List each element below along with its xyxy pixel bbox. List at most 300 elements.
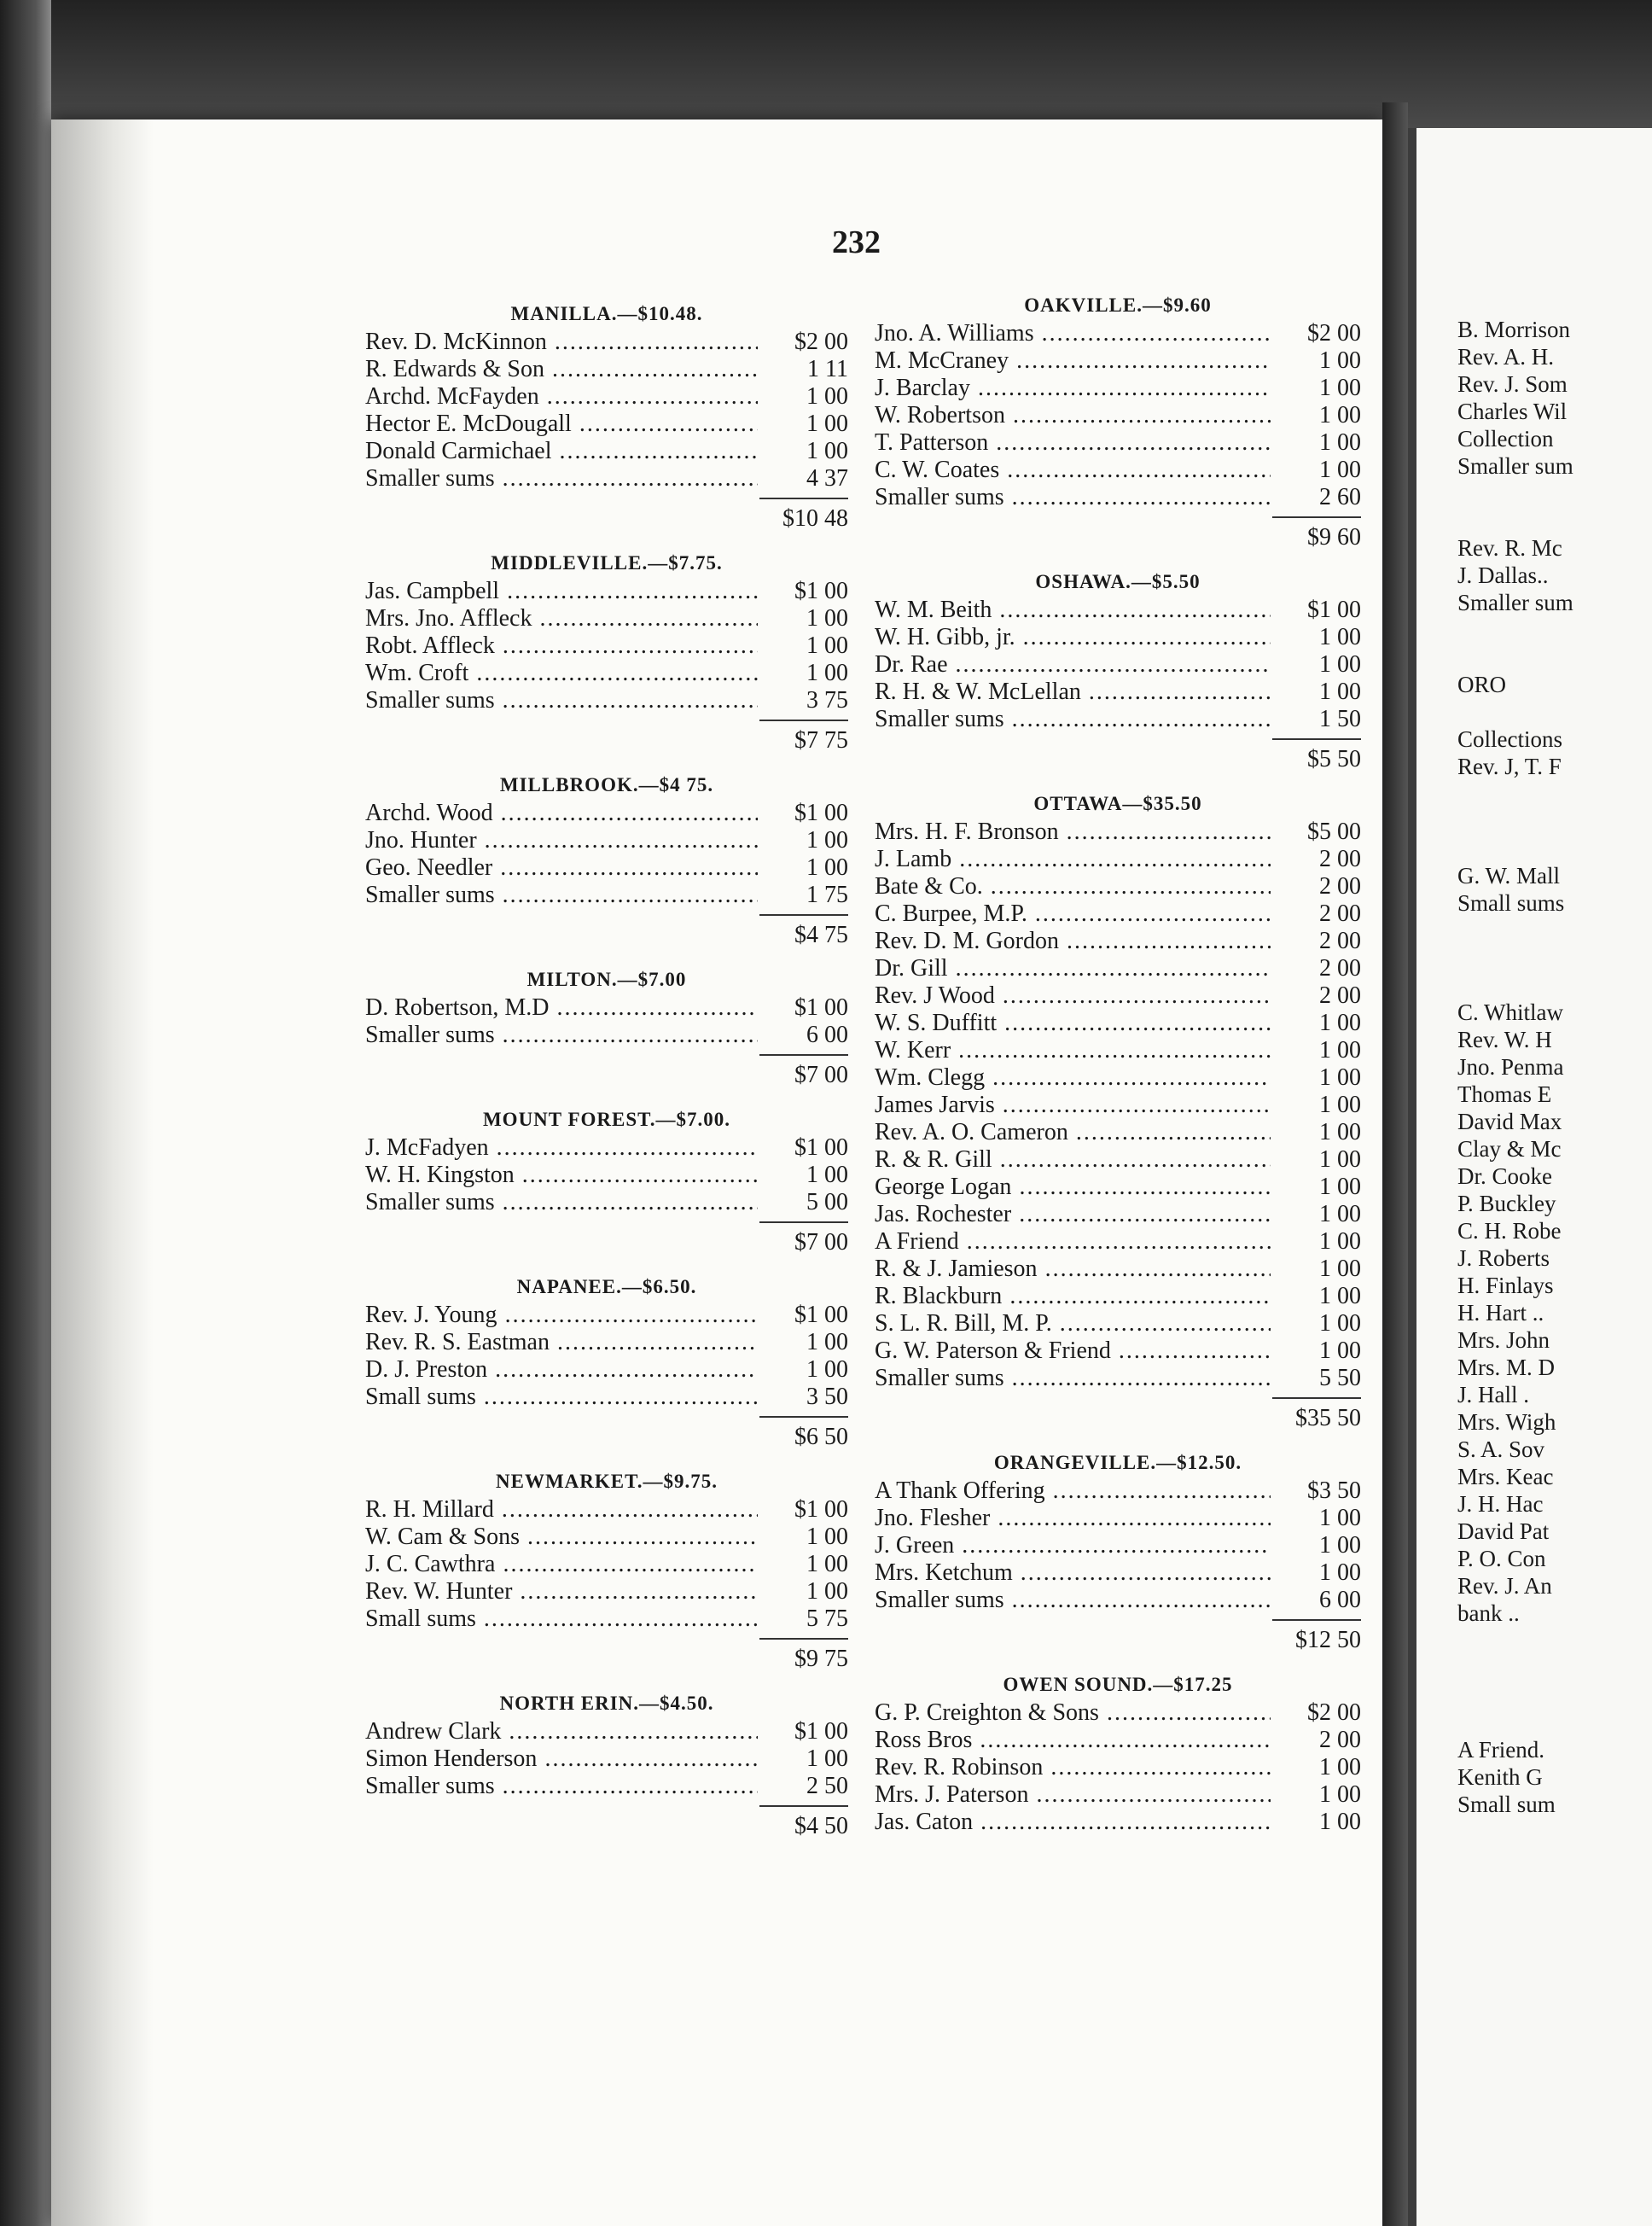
entry-row: [875, 1781, 1361, 1809]
entry-row: [365, 1773, 848, 1800]
book-gutter: [1382, 102, 1408, 2226]
entry-name: Rev. W. Hunter .....: [365, 1578, 758, 1605]
entry-name: J. C. Cawthra .....: [365, 1551, 758, 1578]
entry-amount: 1 00: [1319, 1505, 1361, 1531]
entry-name: Geo. Needler .....: [365, 854, 758, 882]
entry-row: [875, 1310, 1361, 1337]
entry-name: Rev. R. S. Eastman .....: [365, 1329, 758, 1356]
facing-page-text: [1457, 480, 1652, 507]
facing-page-text: Collection: [1457, 426, 1554, 452]
entry-row: [365, 1551, 848, 1578]
subscription-section: [365, 1693, 848, 1841]
facing-page-text: Mrs. M. D: [1457, 1355, 1556, 1380]
facing-page-line: [1457, 534, 1652, 562]
facing-page-text: Mrs. Keac: [1457, 1464, 1554, 1489]
entry-row: [365, 411, 848, 438]
entry-amount: 2 00: [1319, 955, 1361, 982]
entry-name: R. Blackburn .....: [875, 1283, 1271, 1310]
entry-amount: 1 00: [806, 1551, 848, 1577]
entry-name: Simon Henderson .....: [365, 1745, 758, 1773]
page-edge-shadow: [51, 119, 154, 2226]
entry-row: [365, 1329, 848, 1356]
entry-amount: 1 00: [1319, 1781, 1361, 1808]
entry-name: R. H. & W. McLellan .....: [875, 679, 1271, 706]
entry-row: [875, 1809, 1361, 1836]
facing-page-line: [1457, 999, 1652, 1026]
facing-page-line: [1457, 1244, 1652, 1272]
facing-page-text: [1457, 807, 1652, 835]
section-total: $9 60: [1272, 516, 1361, 552]
entry-name: Dr. Gill .....: [875, 955, 1271, 982]
facing-page-line: [1457, 562, 1652, 589]
section-total-row: [365, 914, 848, 950]
entry-name: R. & R. Gill .....: [875, 1146, 1271, 1174]
entry-row: [365, 356, 848, 383]
facing-page-line: [1457, 1681, 1652, 1709]
entry-name: T. Patterson .....: [875, 429, 1271, 457]
entry-row: [365, 1302, 848, 1329]
entry-name: J. Barclay .....: [875, 375, 1271, 402]
entry-name: D. J. Preston .....: [365, 1356, 758, 1384]
entry-amount: 1 00: [806, 411, 848, 437]
subscription-section: [365, 774, 848, 950]
subscription-section: [875, 1452, 1361, 1655]
facing-page-text: P. O. Con: [1457, 1546, 1546, 1571]
entry-name: C. Burpee, M.P. .....: [875, 900, 1271, 928]
entry-row: [875, 1119, 1361, 1146]
entry-name: Jno. Hunter .....: [365, 827, 758, 854]
facing-page-line: [1457, 425, 1652, 452]
entry-amount: 1 00: [806, 1745, 848, 1772]
facing-page-line: [1457, 1654, 1652, 1681]
entry-name: W. H. Kingston .....: [365, 1162, 758, 1189]
facing-page-text: [1457, 1681, 1652, 1709]
facing-page-line: [1457, 1135, 1652, 1163]
entry-amount: $2 00: [1307, 1699, 1361, 1726]
facing-page-text: ORO: [1457, 672, 1507, 697]
entry-name: Archd. Wood .....: [365, 800, 758, 827]
entry-name: Archd. McFayden .....: [365, 383, 758, 411]
entry-row: [875, 706, 1361, 733]
entry-amount: $1 00: [794, 1718, 848, 1745]
facing-page-line: [1457, 507, 1652, 534]
facing-page-text: Thomas E: [1457, 1081, 1552, 1107]
entry-row: [875, 484, 1361, 511]
entry-row: [365, 1162, 848, 1189]
entry-row: [875, 1365, 1361, 1392]
facing-page-column: [1457, 316, 1652, 1818]
entry-name: D. Robertson, M.D .....: [365, 994, 758, 1022]
entry-row: [875, 1505, 1361, 1532]
entry-name: Rev. A. O. Cameron .....: [875, 1119, 1271, 1146]
subscription-section: [365, 969, 848, 1090]
entry-amount: 3 75: [806, 687, 848, 714]
entry-row: [875, 982, 1361, 1010]
facing-page-text: Rev. R. Mc: [1457, 535, 1562, 561]
entry-name: M. McCraney .....: [875, 347, 1271, 375]
section-total: $4 50: [759, 1805, 848, 1841]
facing-page-line: [1457, 1326, 1652, 1354]
entry-amount: $5 00: [1307, 819, 1361, 845]
entry-amount: 5 50: [1319, 1365, 1361, 1391]
facing-page-text: C. Whitlaw: [1457, 999, 1563, 1025]
entry-amount: 1 00: [1319, 624, 1361, 650]
facing-page-line: [1457, 1108, 1652, 1135]
entry-name: Smaller sums .....: [365, 882, 758, 909]
entry-row: [365, 994, 848, 1022]
subscription-section: [365, 1276, 848, 1452]
entry-amount: 1 00: [1319, 1064, 1361, 1091]
entry-name: Smaller sums .....: [365, 687, 758, 714]
entry-name: Smaller sums .....: [875, 484, 1271, 511]
facing-page-text: [1457, 971, 1652, 999]
facing-page-text: [1457, 780, 1652, 807]
book-spine: [0, 0, 51, 2226]
entry-amount: 1 00: [1319, 1337, 1361, 1364]
entry-amount: 2 00: [1319, 873, 1361, 900]
facing-page-text: Smaller sum: [1457, 590, 1573, 615]
facing-page-line: [1457, 1026, 1652, 1053]
entry-amount: 2 50: [806, 1773, 848, 1799]
entry-row: [875, 955, 1361, 982]
section-total-row: [875, 1397, 1361, 1433]
entry-row: [875, 928, 1361, 955]
facing-page-line: [1457, 398, 1652, 425]
entry-row: [875, 679, 1361, 706]
facing-page-text: [1457, 1709, 1652, 1736]
facing-page-text: J. Roberts: [1457, 1245, 1550, 1271]
entry-amount: $2 00: [1307, 320, 1361, 347]
facing-page-line: [1457, 1272, 1652, 1299]
facing-page-line: [1457, 753, 1652, 780]
entry-amount: $1 00: [794, 1496, 848, 1523]
facing-page-text: [1457, 698, 1652, 725]
entry-amount: 6 00: [806, 1022, 848, 1048]
entry-name: Jas. Caton .....: [875, 1809, 1271, 1836]
facing-page-line: [1457, 1381, 1652, 1408]
entry-amount: 1 00: [806, 660, 848, 686]
entry-name: Bate & Co. .....: [875, 873, 1271, 900]
facing-page-line: [1457, 1791, 1652, 1818]
section-total: $35 50: [1272, 1397, 1361, 1433]
entry-amount: 1 50: [1319, 706, 1361, 732]
facing-page-line: [1457, 316, 1652, 343]
section-total-row: [365, 498, 848, 533]
entry-name: Wm. Croft .....: [365, 660, 758, 687]
entry-row: [875, 651, 1361, 679]
entry-name: Rev. J. Young .....: [365, 1302, 758, 1329]
page-number: 232: [832, 224, 881, 260]
entry-name: A Thank Offering .....: [875, 1477, 1271, 1505]
facing-page-line: [1457, 644, 1652, 671]
facing-page-line: [1457, 1736, 1652, 1763]
entry-name: Smaller sums .....: [365, 1022, 758, 1049]
entry-amount: 1 00: [1319, 679, 1361, 705]
facing-page-text: G. W. Mall: [1457, 863, 1561, 889]
entry-name: A Friend .....: [875, 1228, 1271, 1256]
section-heading: OAKVILLE.—$9.60: [1024, 294, 1212, 316]
facing-page-line: [1457, 1463, 1652, 1490]
entry-amount: 2 00: [1319, 900, 1361, 927]
entry-name: Donald Carmichael .....: [365, 438, 758, 465]
entry-row: [365, 605, 848, 632]
facing-page-text: Mrs. John: [1457, 1327, 1550, 1353]
facing-page-text: Rev. J. An: [1457, 1573, 1552, 1599]
entry-name: Ross Bros .....: [875, 1727, 1271, 1754]
entry-amount: 2 60: [1319, 484, 1361, 510]
section-heading: OSHAWA.—$5.50: [1035, 571, 1201, 592]
entry-name: G. P. Creighton & Sons .....: [875, 1699, 1271, 1727]
entry-row: [875, 1727, 1361, 1754]
entry-amount: 5 00: [806, 1189, 848, 1215]
facing-page-line: [1457, 1763, 1652, 1791]
entry-name: Wm. Clegg .....: [875, 1064, 1271, 1092]
facing-page-text: [1457, 616, 1652, 644]
entry-amount: 1 00: [1319, 1310, 1361, 1337]
facing-page-line: [1457, 1709, 1652, 1736]
facing-page-text: Small sum: [1457, 1792, 1556, 1817]
entry-amount: 1 00: [1319, 1174, 1361, 1200]
entry-name: J. McFadyen .....: [365, 1134, 758, 1162]
section-total-row: [365, 1054, 848, 1090]
entry-row: [875, 624, 1361, 651]
facing-page-text: C. H. Robe: [1457, 1218, 1562, 1244]
entry-name: J. Green .....: [875, 1532, 1271, 1559]
entry-name: Mrs. H. F. Bronson .....: [875, 819, 1271, 846]
entry-name: S. L. R. Bill, M. P. .....: [875, 1310, 1271, 1337]
facing-page-line: [1457, 370, 1652, 398]
facing-page-text: Rev. A. H.: [1457, 344, 1554, 370]
entry-name: Jas. Rochester .....: [875, 1201, 1271, 1228]
facing-page-text: S. A. Sov: [1457, 1436, 1545, 1462]
entry-amount: 1 00: [1319, 1228, 1361, 1255]
facing-page-line: [1457, 835, 1652, 862]
entry-row: [875, 1201, 1361, 1228]
entry-amount: 1 00: [806, 1162, 848, 1188]
entry-amount: 1 00: [1319, 1037, 1361, 1063]
entry-row: [875, 375, 1361, 402]
facing-page-text: Clay & Mc: [1457, 1136, 1562, 1162]
entry-amount: 1 75: [806, 882, 848, 908]
facing-page-line: [1457, 889, 1652, 917]
entry-row: [875, 402, 1361, 429]
subscription-section: [365, 303, 848, 533]
facing-page-text: [1457, 1654, 1652, 1681]
entry-name: Smaller sums .....: [875, 1365, 1271, 1392]
entry-amount: 1 00: [806, 1356, 848, 1383]
section-heading: ORANGEVILLE.—$12.50.: [993, 1452, 1242, 1473]
entry-row: [875, 1228, 1361, 1256]
facing-page-text: Rev. J, T. F: [1457, 754, 1562, 779]
entry-amount: 1 00: [806, 1578, 848, 1605]
entry-row: [875, 1037, 1361, 1064]
facing-page: [1416, 128, 1652, 2226]
entry-row: [875, 1283, 1361, 1310]
entry-amount: $3 50: [1307, 1477, 1361, 1504]
entry-row: [365, 882, 848, 909]
facing-page-line: [1457, 1081, 1652, 1108]
entry-row: [875, 846, 1361, 873]
entry-amount: 1 00: [806, 632, 848, 659]
entry-name: W. Kerr .....: [875, 1037, 1271, 1064]
entry-amount: $1 00: [794, 1134, 848, 1161]
facing-page-line: [1457, 1408, 1652, 1436]
entry-name: Rev. D. McKinnon .....: [365, 329, 758, 356]
entry-amount: $1 00: [794, 1302, 848, 1328]
entry-amount: 1 00: [1319, 1754, 1361, 1780]
entry-row: [365, 1356, 848, 1384]
section-heading: MILTON.—$7.00: [526, 969, 687, 990]
entry-name: Smaller sums .....: [365, 1189, 758, 1216]
entry-row: [875, 873, 1361, 900]
entry-row: [875, 1337, 1361, 1365]
facing-page-line: [1457, 1572, 1652, 1600]
entry-row: [875, 457, 1361, 484]
facing-page-line: [1457, 971, 1652, 999]
entry-amount: 1 00: [806, 1524, 848, 1550]
entry-amount: 1 00: [806, 854, 848, 881]
facing-page-line: [1457, 1354, 1652, 1381]
facing-page-text: Collections: [1457, 726, 1562, 752]
entry-row: [365, 578, 848, 605]
entry-row: [875, 1754, 1361, 1781]
section-heading: MIDDLEVILLE.—$7.75.: [491, 552, 723, 574]
section-total-row: [365, 1221, 848, 1257]
entry-name: Dr. Rae .....: [875, 651, 1271, 679]
subscription-section: [365, 552, 848, 755]
entry-amount: $1 00: [794, 994, 848, 1021]
entry-name: Rev. D. M. Gordon .....: [875, 928, 1271, 955]
entry-name: Rev. J Wood .....: [875, 982, 1271, 1010]
entry-amount: 1 00: [1319, 375, 1361, 401]
entry-name: Small sums .....: [365, 1605, 758, 1633]
entry-amount: 1 00: [806, 383, 848, 410]
entry-amount: 1 00: [806, 605, 848, 632]
facing-page-line: [1457, 1436, 1652, 1463]
entry-amount: 6 00: [1319, 1587, 1361, 1613]
facing-page-line: [1457, 917, 1652, 944]
entry-name: Smaller sums .....: [875, 1587, 1271, 1614]
entry-row: [365, 1718, 848, 1745]
entry-name: W. M. Beith .....: [875, 597, 1271, 624]
facing-page-line: [1457, 1053, 1652, 1081]
entry-row: [365, 827, 848, 854]
facing-page-line: [1457, 1600, 1652, 1627]
entry-row: [875, 1699, 1361, 1727]
entry-amount: 1 00: [1319, 1809, 1361, 1835]
section-heading: NORTH ERIN.—$4.50.: [499, 1693, 714, 1714]
left-column: [365, 303, 848, 1860]
facing-page-text: J. Dallas..: [1457, 562, 1549, 588]
entry-name: W. S. Duffitt .....: [875, 1010, 1271, 1037]
entry-row: [875, 347, 1361, 375]
entry-row: [365, 687, 848, 714]
facing-page-line: [1457, 616, 1652, 644]
subscription-section: [875, 793, 1361, 1433]
entry-name: James Jarvis .....: [875, 1092, 1271, 1119]
subscription-section: [875, 294, 1361, 552]
entry-row: [875, 1064, 1361, 1092]
subscription-section: [365, 1109, 848, 1257]
entry-amount: 1 00: [806, 827, 848, 854]
facing-page-text: H. Hart ..: [1457, 1300, 1544, 1326]
facing-page-text: B. Morrison: [1457, 317, 1571, 342]
entry-amount: 5 75: [806, 1605, 848, 1632]
entry-row: [365, 1578, 848, 1605]
facing-page-line: [1457, 944, 1652, 971]
entry-name: Smaller sums .....: [365, 465, 758, 492]
section-total: $6 50: [759, 1416, 848, 1452]
facing-page-line: [1457, 1217, 1652, 1244]
facing-page-line: [1457, 1545, 1652, 1572]
entry-amount: 1 11: [807, 356, 848, 382]
entry-row: [365, 660, 848, 687]
entry-amount: 1 00: [1319, 1119, 1361, 1145]
entry-name: George Logan .....: [875, 1174, 1271, 1201]
facing-page-text: Mrs. Wigh: [1457, 1409, 1556, 1435]
entry-amount: 1 00: [1319, 1010, 1361, 1036]
facing-page-text: [1457, 944, 1652, 971]
facing-page-line: [1457, 343, 1652, 370]
entry-amount: 3 50: [806, 1384, 848, 1410]
facing-page-text: A Friend.: [1457, 1737, 1545, 1763]
entry-row: [875, 1559, 1361, 1587]
section-total-row: [365, 1805, 848, 1841]
entry-name: Rev. R. Robinson .....: [875, 1754, 1271, 1781]
section-heading: MOUNT FOREST.—$7.00.: [482, 1109, 731, 1130]
facing-page-line: [1457, 1299, 1652, 1326]
facing-page-text: Kenith G: [1457, 1764, 1543, 1790]
facing-page-line: [1457, 1518, 1652, 1545]
entry-name: Hector E. McDougall .....: [365, 411, 758, 438]
entry-row: [365, 1022, 848, 1049]
section-heading: NAPANEE.—$6.50.: [516, 1276, 697, 1297]
entry-name: G. W. Paterson & Friend .....: [875, 1337, 1271, 1365]
entry-row: [365, 1605, 848, 1633]
entry-row: [365, 329, 848, 356]
facing-page-text: [1457, 835, 1652, 862]
entry-row: [875, 900, 1361, 928]
entry-amount: 1 00: [1319, 429, 1361, 456]
entry-amount: 2 00: [1319, 846, 1361, 872]
section-heading: MANILLA.—$10.48.: [510, 303, 703, 324]
entry-row: [875, 1477, 1361, 1505]
entry-row: [365, 632, 848, 660]
section-total-row: [875, 1619, 1361, 1655]
entry-name: W. H. Gibb, jr. .....: [875, 624, 1271, 651]
entry-amount: 4 37: [806, 465, 848, 492]
entry-row: [875, 320, 1361, 347]
facing-page-line: [1457, 807, 1652, 835]
entry-row: [365, 1134, 848, 1162]
entry-row: [875, 1256, 1361, 1283]
entry-amount: 2 00: [1319, 1727, 1361, 1753]
section-total-row: [365, 1638, 848, 1674]
entry-name: R. Edwards & Son .....: [365, 356, 758, 383]
entry-amount: $1 00: [794, 578, 848, 604]
facing-page-text: Jno. Penma: [1457, 1054, 1564, 1080]
entry-row: [875, 1010, 1361, 1037]
facing-page-text: J. Hall .: [1457, 1382, 1529, 1407]
entry-row: [365, 383, 848, 411]
section-total-row: [875, 516, 1361, 552]
entry-name: Jas. Campbell .....: [365, 578, 758, 605]
section-total: $10 48: [759, 498, 848, 533]
entry-amount: 1 00: [1319, 347, 1361, 374]
section-heading: MILLBROOK.—$4 75.: [499, 774, 714, 795]
section-total-row: [365, 1416, 848, 1452]
facing-page-text: [1457, 644, 1652, 671]
